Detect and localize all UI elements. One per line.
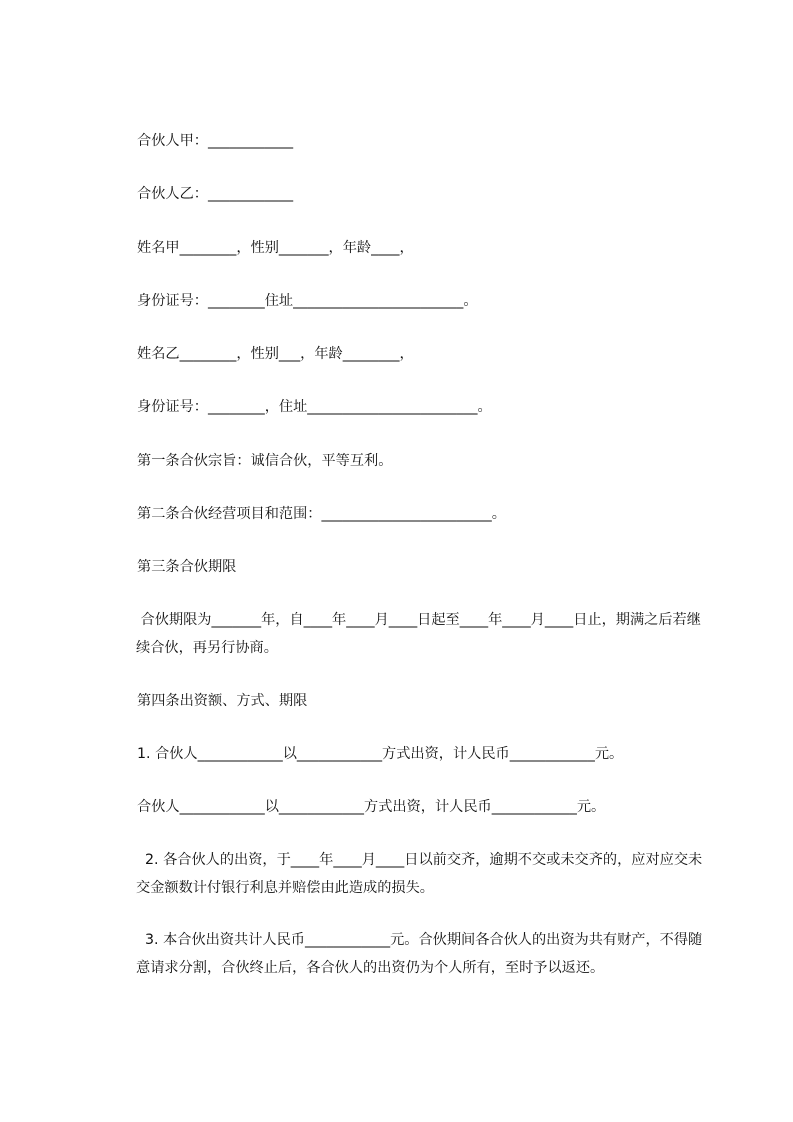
article-3-heading: 第三条合伙期限 xyxy=(137,559,237,575)
contribution-item-2: 2. 各合伙人的出资，于____年____月____日以前交齐，逾期不交或未交齐的，应对应交未交金额数计付银行利息并赔偿由此造成的损失。 xyxy=(136,852,703,896)
partner-a-line: 合伙人甲：____________ xyxy=(137,133,294,149)
article-1: 第一条合伙宗旨：诚信合伙，平等互利。 xyxy=(137,453,393,469)
id-address-b-line: 身份证号：________，住址________________________。 xyxy=(137,399,492,415)
contribution-item-3: 3. 本合伙出资共计人民币____________元。合伙期间各合伙人的出资为共有财产，不得随意请求分割，合伙终止后，各合伙人的出资仍为个人所有，至时予以返还。 xyxy=(136,932,703,976)
contribution-item-1: 1. 合伙人____________以____________方式出资，计人民币____________元。 xyxy=(137,746,624,762)
article-2: 第二条合伙经营项目和范围：________________________。 xyxy=(137,506,506,522)
article-4-heading: 第四条出资额、方式、期限 xyxy=(137,693,308,709)
term-paragraph: 合伙期限为_______年，自____年____月____日起至____年____月____日止，期满之后若继续合伙，再另行协商。 xyxy=(136,612,701,656)
id-address-a-line: 身份证号：________住址________________________。 xyxy=(137,293,478,309)
name-b-line: 姓名乙________，性别___，年龄________， xyxy=(137,346,414,362)
partner-b-line: 合伙人乙：____________ xyxy=(137,186,294,202)
name-a-line: 姓名甲________，性别_______，年龄____， xyxy=(137,240,414,256)
contribution-item-1b: 合伙人____________以____________方式出资，计人民币____________元。 xyxy=(137,799,606,815)
